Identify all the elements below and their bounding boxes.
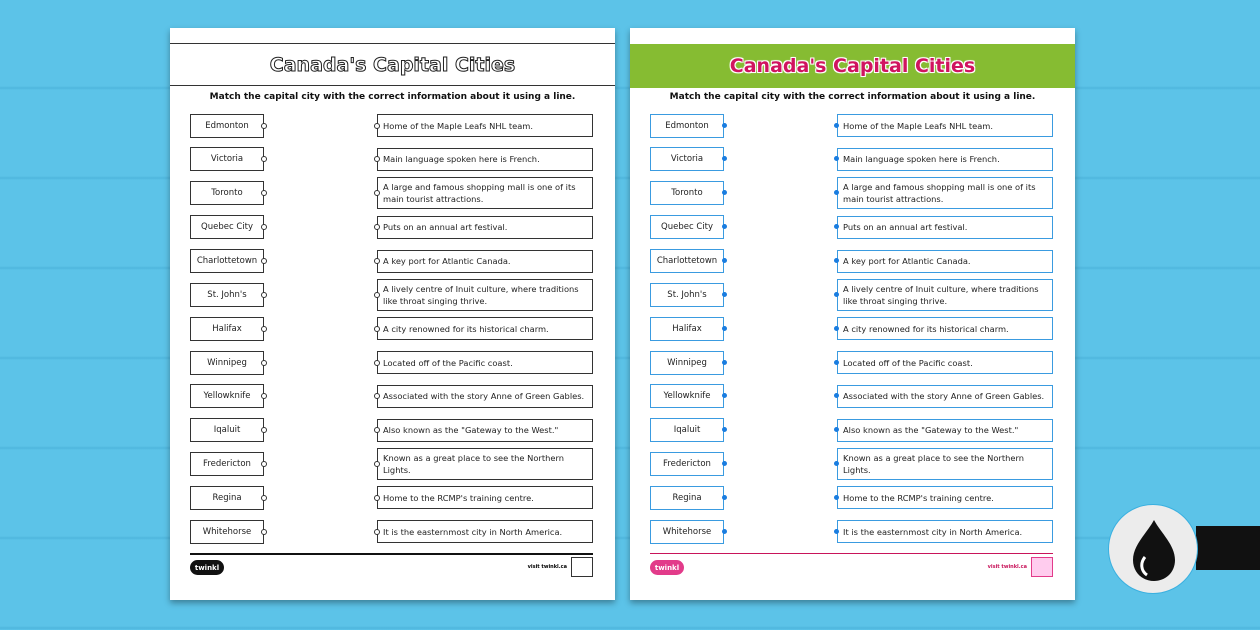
info-box[interactable] <box>837 351 1053 374</box>
connector-dot[interactable] <box>261 224 267 230</box>
city-label: Yellowknife <box>203 391 251 402</box>
info-box[interactable] <box>377 351 593 374</box>
match-row <box>190 110 593 142</box>
visit-link: visit twinkl.ca <box>527 564 567 570</box>
city-box[interactable] <box>190 215 264 239</box>
city-label: Winnipeg <box>207 357 247 368</box>
match-rows <box>650 110 1053 547</box>
worksheet-title: Canada's Capital Cities <box>630 44 1075 88</box>
info-text: Known as a great place to see the Northern Lights. <box>383 452 564 475</box>
connector-dot[interactable] <box>722 461 727 466</box>
info-box[interactable] <box>837 250 1053 273</box>
info-box[interactable] <box>837 216 1053 239</box>
toggle-bar <box>1196 526 1260 570</box>
connector-dot[interactable] <box>374 461 380 467</box>
city-label: Winnipeg <box>667 357 707 368</box>
connector-dot[interactable] <box>722 326 727 331</box>
match-row <box>650 279 1053 311</box>
info-text: A large and famous shopping mall is one of its main tourist attractions. <box>383 182 576 205</box>
connector-dot[interactable] <box>374 427 380 433</box>
city-box[interactable] <box>650 114 724 138</box>
info-box[interactable] <box>837 279 1053 311</box>
connector-dot[interactable] <box>261 461 267 467</box>
city-box[interactable] <box>190 317 264 341</box>
city-label: Victoria <box>670 154 704 165</box>
match-row <box>190 177 593 209</box>
match-row <box>650 110 1053 142</box>
connector-dot[interactable] <box>834 123 839 128</box>
match-row <box>190 347 593 379</box>
info-box[interactable] <box>377 177 593 209</box>
city-box[interactable] <box>650 283 724 307</box>
visit-link: visit twinkl.ca <box>987 564 1027 570</box>
match-row <box>650 177 1053 209</box>
ink-drop-icon <box>1109 505 1199 595</box>
connector-dot[interactable] <box>261 123 267 129</box>
connector-dot[interactable] <box>261 292 267 298</box>
info-box[interactable] <box>837 385 1053 408</box>
info-text: It is the easternmost city in North America. <box>843 526 1023 537</box>
connector-dot[interactable] <box>834 427 839 432</box>
city-label: Halifax <box>672 323 702 334</box>
connector-dot[interactable] <box>374 393 380 399</box>
info-box[interactable] <box>837 448 1053 480</box>
city-label: Victoria <box>210 154 244 165</box>
connector-dot[interactable] <box>722 529 727 534</box>
match-row <box>650 313 1053 345</box>
match-row <box>650 347 1053 379</box>
match-row <box>190 279 593 311</box>
connector-dot[interactable] <box>374 156 380 162</box>
match-row <box>650 516 1053 548</box>
city-box[interactable] <box>190 520 264 544</box>
connector-dot[interactable] <box>261 156 267 162</box>
connector-dot[interactable] <box>834 190 839 195</box>
connector-dot[interactable] <box>722 495 727 500</box>
match-row <box>190 381 593 413</box>
match-row <box>190 414 593 446</box>
info-text: A city renowned for its historical charm. <box>843 323 1009 334</box>
connector-dot[interactable] <box>261 529 267 535</box>
city-label: Whitehorse <box>662 526 712 537</box>
connector-dot[interactable] <box>261 190 267 196</box>
toggle-knob <box>1108 504 1198 594</box>
connector-dot[interactable] <box>374 292 380 298</box>
info-box[interactable] <box>837 114 1053 137</box>
city-box[interactable] <box>650 486 724 510</box>
worksheet-color <box>630 28 1075 600</box>
connector-dot[interactable] <box>261 360 267 366</box>
info-text: Associated with the story Anne of Green Gables. <box>843 391 1045 402</box>
match-row <box>650 144 1053 176</box>
connector-dot[interactable] <box>261 258 267 264</box>
city-label: Toronto <box>211 188 243 199</box>
city-box[interactable] <box>650 351 724 375</box>
info-text: A lively centre of Inuit culture, where traditions like throat singing thrive. <box>843 283 1039 306</box>
info-text: Home to the RCMP's training centre. <box>383 492 534 503</box>
match-row <box>190 482 593 514</box>
info-box[interactable] <box>377 385 593 408</box>
city-label: Regina <box>672 492 702 503</box>
city-box[interactable] <box>190 114 264 138</box>
info-text: Puts on an annual art festival. <box>843 222 968 233</box>
match-row <box>650 414 1053 446</box>
match-row <box>650 245 1053 277</box>
connector-dot[interactable] <box>374 123 380 129</box>
city-label: Whitehorse <box>202 526 252 537</box>
info-text: Main language spoken here is French. <box>383 154 540 165</box>
city-label: Quebec City <box>661 222 713 233</box>
match-row <box>650 482 1053 514</box>
connector-dot[interactable] <box>261 427 267 433</box>
city-box[interactable] <box>190 351 264 375</box>
info-text: Home of the Maple Leafs NHL team. <box>383 120 533 131</box>
city-box[interactable] <box>650 147 724 171</box>
city-label: Yellowknife <box>663 391 711 402</box>
connector-dot[interactable] <box>722 258 727 263</box>
city-box[interactable] <box>190 486 264 510</box>
match-row <box>650 448 1053 480</box>
connector-dot[interactable] <box>374 224 380 230</box>
match-row <box>190 212 593 244</box>
city-label: Edmonton <box>665 120 709 131</box>
connector-dot[interactable] <box>834 156 839 161</box>
city-box[interactable] <box>190 249 264 273</box>
info-box[interactable] <box>837 486 1053 509</box>
connector-dot[interactable] <box>722 360 727 365</box>
info-box[interactable] <box>377 448 593 480</box>
city-label: St. John's <box>667 289 707 300</box>
info-text: Main language spoken here is French. <box>843 154 1000 165</box>
info-text: Puts on an annual art festival. <box>383 222 508 233</box>
connector-dot[interactable] <box>834 326 839 331</box>
info-box[interactable] <box>837 317 1053 340</box>
match-row <box>190 144 593 176</box>
info-box[interactable] <box>377 216 593 239</box>
connector-dot[interactable] <box>722 156 727 161</box>
match-row <box>650 381 1053 413</box>
city-box[interactable] <box>650 215 724 239</box>
footer-line <box>650 553 1053 554</box>
connector-dot[interactable] <box>374 529 380 535</box>
info-box[interactable] <box>837 520 1053 543</box>
city-label: Edmonton <box>205 120 249 131</box>
info-box[interactable] <box>377 317 593 340</box>
worksheet-black-white <box>170 28 615 600</box>
instruction: Match the capital city with the correct information about it using a line. <box>209 92 576 102</box>
match-row <box>190 313 593 345</box>
city-label: Toronto <box>671 188 703 199</box>
connector-dot[interactable] <box>261 326 267 332</box>
info-box[interactable] <box>837 177 1053 209</box>
match-row <box>190 448 593 480</box>
connector-dot[interactable] <box>722 393 727 398</box>
connector-dot[interactable] <box>261 495 267 501</box>
connector-dot[interactable] <box>374 360 380 366</box>
info-box[interactable] <box>377 250 593 273</box>
info-text: Associated with the story Anne of Green Gables. <box>383 391 585 402</box>
footer-line <box>190 553 593 555</box>
city-box[interactable] <box>190 452 264 476</box>
info-box[interactable] <box>377 148 593 171</box>
match-row <box>190 245 593 277</box>
connector-dot[interactable] <box>374 258 380 264</box>
info-text: Known as a great place to see the Northern Lights. <box>843 452 1024 475</box>
city-box[interactable] <box>650 452 724 476</box>
info-text: Also known as the "Gateway to the West." <box>383 424 559 435</box>
info-text: Located off of the Pacific coast. <box>383 357 513 368</box>
worksheet-title: Canada's Capital Cities <box>170 43 615 86</box>
connector-dot[interactable] <box>834 393 839 398</box>
city-label: St. John's <box>207 289 247 300</box>
info-box[interactable] <box>837 419 1053 442</box>
city-box[interactable] <box>190 418 264 442</box>
city-label: Charlottetown <box>656 256 718 267</box>
city-box[interactable] <box>650 520 724 544</box>
match-row <box>650 212 1053 244</box>
info-text: A city renowned for its historical charm. <box>383 323 549 334</box>
city-box[interactable] <box>650 384 724 408</box>
info-text: A key port for Atlantic Canada. <box>383 256 511 267</box>
city-label: Quebec City <box>201 222 253 233</box>
twinkl-logo: twinkl <box>650 560 684 575</box>
info-text: Home to the RCMP's training centre. <box>843 492 994 503</box>
info-text: It is the easternmost city in North America. <box>383 526 563 537</box>
connector-dot[interactable] <box>834 258 839 263</box>
city-box[interactable] <box>650 418 724 442</box>
connector-dot[interactable] <box>374 495 380 501</box>
info-text: A large and famous shopping mall is one of its main tourist attractions. <box>843 182 1036 205</box>
info-text: Home of the Maple Leafs NHL team. <box>843 120 993 131</box>
info-box[interactable] <box>377 279 593 311</box>
city-box[interactable] <box>190 384 264 408</box>
city-box[interactable] <box>650 249 724 273</box>
info-box[interactable] <box>377 419 593 442</box>
connector-dot[interactable] <box>261 393 267 399</box>
connector-dot[interactable] <box>374 190 380 196</box>
info-box[interactable] <box>377 114 593 137</box>
info-box[interactable] <box>837 148 1053 171</box>
info-box[interactable] <box>377 486 593 509</box>
info-text: Also known as the "Gateway to the West." <box>843 424 1019 435</box>
connector-dot[interactable] <box>834 224 839 229</box>
connector-dot[interactable] <box>834 461 839 466</box>
info-text: Located off of the Pacific coast. <box>843 357 973 368</box>
info-text: A key port for Atlantic Canada. <box>843 256 971 267</box>
city-box[interactable] <box>650 317 724 341</box>
connector-dot[interactable] <box>834 529 839 534</box>
connector-dot[interactable] <box>834 292 839 297</box>
connector-dot[interactable] <box>834 360 839 365</box>
city-label: Regina <box>212 492 242 503</box>
match-row <box>190 516 593 548</box>
connector-dot[interactable] <box>722 123 727 128</box>
badge-icon <box>571 557 593 577</box>
city-label: Iqaluit <box>213 425 241 435</box>
city-label: Fredericton <box>663 458 711 469</box>
connector-dot[interactable] <box>374 326 380 332</box>
connector-dot[interactable] <box>722 224 727 229</box>
city-box[interactable] <box>190 147 264 171</box>
city-box[interactable] <box>650 181 724 205</box>
badge-icon <box>1031 557 1053 577</box>
info-text: A lively centre of Inuit culture, where traditions like throat singing thrive. <box>383 283 579 306</box>
info-box[interactable] <box>377 520 593 543</box>
connector-dot[interactable] <box>834 495 839 500</box>
connector-dot[interactable] <box>722 190 727 195</box>
twinkl-logo: twinkl <box>190 560 224 575</box>
city-label: Charlottetown <box>196 256 258 267</box>
city-box[interactable] <box>190 283 264 307</box>
connector-dot[interactable] <box>722 427 727 432</box>
match-rows <box>190 110 593 547</box>
connector-dot[interactable] <box>722 292 727 297</box>
city-label: Halifax <box>212 323 242 334</box>
city-label: Fredericton <box>203 458 251 469</box>
city-label: Iqaluit <box>673 425 701 435</box>
instruction: Match the capital city with the correct information about it using a line. <box>669 92 1036 102</box>
city-box[interactable] <box>190 181 264 205</box>
